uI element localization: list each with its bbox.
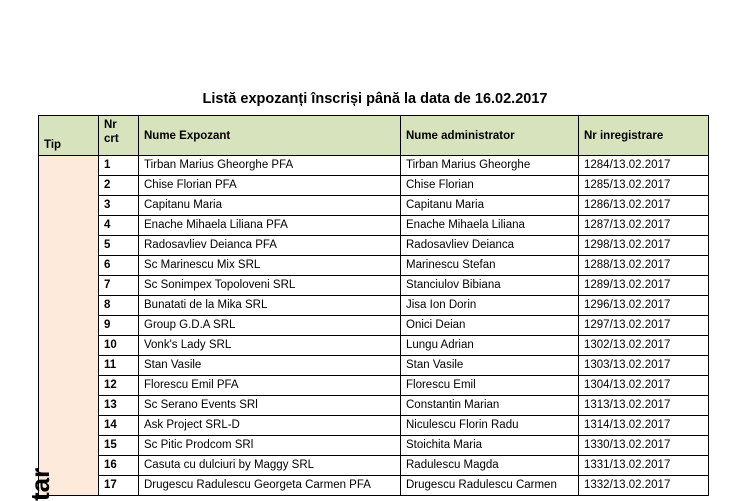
row-inregistrare: 1297/13.02.2017	[579, 316, 709, 336]
row-inregistrare: 1303/13.02.2017	[579, 356, 709, 376]
row-expozant: Ask Project SRL-D	[139, 416, 401, 436]
row-expozant: Sc Marinescu Mix SRL	[139, 256, 401, 276]
row-nr: 8	[99, 296, 139, 316]
row-inregistrare: 1313/13.02.2017	[579, 396, 709, 416]
table-row	[39, 236, 709, 256]
row-administrator: Onici Deian	[401, 316, 579, 336]
table-row	[39, 456, 709, 476]
row-nr: 13	[99, 396, 139, 416]
row-expozant: Sc Serano Events SRl	[139, 396, 401, 416]
row-inregistrare: 1286/13.02.2017	[579, 196, 709, 216]
row-nr: 4	[99, 216, 139, 236]
table-row	[39, 216, 709, 236]
header-nr-line2: crt	[104, 133, 119, 145]
row-expozant: Group G.D.A SRL	[139, 316, 401, 336]
row-nr: 3	[99, 196, 139, 216]
row-nr: 15	[99, 436, 139, 456]
table-header-row	[39, 116, 709, 156]
table-row	[39, 476, 709, 496]
exhibitors-table	[25, 115, 709, 501]
table-row	[39, 256, 709, 276]
row-nr: 10	[99, 336, 139, 356]
row-administrator: Marinescu Stefan	[401, 256, 579, 276]
row-inregistrare: 1284/13.02.2017	[579, 156, 709, 176]
table-row	[39, 376, 709, 396]
table-row	[39, 436, 709, 456]
row-administrator: Niculescu Florin Radu	[401, 416, 579, 436]
row-expozant: Sc Pitic Prodcom SRl	[139, 436, 401, 456]
row-administrator: Stan Vasile	[401, 356, 579, 376]
row-expozant: Chise Florian PFA	[139, 176, 401, 196]
row-inregistrare: 1330/13.02.2017	[579, 436, 709, 456]
table-row	[39, 316, 709, 336]
table-row	[39, 336, 709, 356]
table-row	[39, 296, 709, 316]
header-nr-inregistrare: Nr inregistrare	[579, 116, 709, 156]
row-administrator: Chise Florian	[401, 176, 579, 196]
row-administrator: Radosavliev Deianca	[401, 236, 579, 256]
row-expozant: Enache Mihaela Liliana PFA	[139, 216, 401, 236]
row-expozant: Vonk's Lady SRL	[139, 336, 401, 356]
row-nr: 11	[99, 356, 139, 376]
row-nr: 16	[99, 456, 139, 476]
row-administrator: Stanciulov Bibiana	[401, 276, 579, 296]
document-title: Listă expozanți înscriși până la data de 16.02.2017	[202, 91, 548, 107]
type-label: tar	[25, 467, 55, 501]
table-body	[25, 156, 709, 501]
table-row	[39, 276, 709, 296]
row-expozant: Florescu Emil PFA	[139, 376, 401, 396]
header-nr-line1: Nr	[104, 119, 117, 131]
table-row	[39, 176, 709, 196]
row-inregistrare: 1298/13.02.2017	[579, 236, 709, 256]
row-nr: 1	[99, 156, 139, 176]
row-nr: 14	[99, 416, 139, 436]
row-inregistrare: 1288/13.02.2017	[579, 256, 709, 276]
row-nr: 17	[99, 476, 139, 496]
header-nume-expozant: Nume Expozant	[139, 116, 401, 156]
row-administrator: Constantin Marian	[401, 396, 579, 416]
row-expozant: Capitanu Maria	[139, 196, 401, 216]
row-inregistrare: 1302/13.02.2017	[579, 336, 709, 356]
row-administrator: Radulescu Magda	[401, 456, 579, 476]
row-administrator: Lungu Adrian	[401, 336, 579, 356]
row-administrator: Drugescu Radulescu Carmen	[401, 476, 579, 496]
row-nr: 5	[99, 236, 139, 256]
row-inregistrare: 1289/13.02.2017	[579, 276, 709, 296]
table-row	[39, 156, 709, 176]
row-administrator: Florescu Emil	[401, 376, 579, 396]
table-row	[39, 196, 709, 216]
row-expozant: Radosavliev Deianca PFA	[139, 236, 401, 256]
header-nr-crt	[99, 116, 139, 156]
row-expozant: Drugescu Radulescu Georgeta Carmen PFA	[139, 476, 401, 496]
row-administrator: Jisa Ion Dorin	[401, 296, 579, 316]
row-nr: 9	[99, 316, 139, 336]
row-administrator: Tirban Marius Gheorghe	[401, 156, 579, 176]
row-expozant: Stan Vasile	[139, 356, 401, 376]
row-inregistrare: 1314/13.02.2017	[579, 416, 709, 436]
row-inregistrare: 1287/13.02.2017	[579, 216, 709, 236]
row-inregistrare: 1331/13.02.2017	[579, 456, 709, 476]
row-nr: 6	[99, 256, 139, 276]
header-tip: Tip	[39, 116, 99, 156]
row-nr: 7	[99, 276, 139, 296]
row-expozant: Tirban Marius Gheorghe PFA	[139, 156, 401, 176]
row-expozant: Bunatati de la Mika SRL	[139, 296, 401, 316]
row-inregistrare: 1304/13.02.2017	[579, 376, 709, 396]
row-nr: 12	[99, 376, 139, 396]
table-row	[39, 396, 709, 416]
row-inregistrare: 1332/13.02.2017	[579, 476, 709, 496]
row-inregistrare: 1285/13.02.2017	[579, 176, 709, 196]
type-cell	[25, 156, 99, 501]
row-nr: 2	[99, 176, 139, 196]
header-nume-administrator: Nume administrator	[401, 116, 579, 156]
table-row	[39, 416, 709, 436]
row-administrator: Capitanu Maria	[401, 196, 579, 216]
row-administrator: Enache Mihaela Liliana	[401, 216, 579, 236]
row-expozant: Sc Sonimpex Topoloveni SRL	[139, 276, 401, 296]
row-expozant: Casuta cu dulciuri by Maggy SRL	[139, 456, 401, 476]
table-row	[39, 356, 709, 376]
row-administrator: Stoichita Maria	[401, 436, 579, 456]
row-inregistrare: 1296/13.02.2017	[579, 296, 709, 316]
